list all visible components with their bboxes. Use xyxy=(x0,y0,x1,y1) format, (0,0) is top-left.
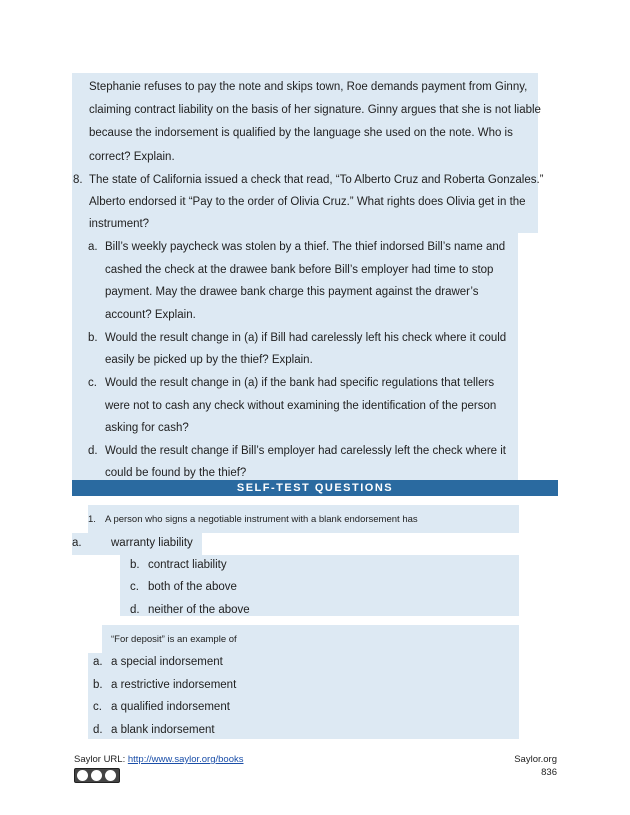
test-q1-option-b: contract liability xyxy=(148,559,227,571)
creative-commons-badge-icon xyxy=(74,768,120,783)
test-q2-question: “For deposit” is an example of xyxy=(111,634,237,645)
saylor-books-link[interactable]: http://www.saylor.org/books xyxy=(127,754,244,765)
test-q1-option-b-letter: b. xyxy=(130,559,140,571)
test-q2-option-a: a special indorsement xyxy=(111,656,223,668)
subitem-c-line: Would the result change in (a) if the bank had specific regulations that tellers xyxy=(105,377,495,389)
subitem-b-letter: b. xyxy=(88,332,98,344)
subitem-b-line: Would the result change in (a) if Bill had carelessly left his check where it could xyxy=(105,332,507,344)
subitem-a-letter: a. xyxy=(88,241,98,253)
subitem-d-line: could be found by the thief? xyxy=(105,467,247,479)
subitem-a-line: payment. May the drawee bank charge this payment against the drawer’s xyxy=(105,286,479,298)
subitem-d-letter: d. xyxy=(88,445,98,457)
test-q1-option-d-letter: d. xyxy=(130,604,140,616)
test-q1-number: 1. xyxy=(88,514,96,525)
q7-line: because the indorsement is qualified by the language she used on the note. Who is xyxy=(89,127,513,139)
subitem-b-line: easily be picked up by the thief? Explain. xyxy=(105,354,313,366)
section-header-bar: SELF-TEST QUESTIONS xyxy=(72,480,558,496)
q7-line: correct? Explain. xyxy=(89,151,175,163)
footer-site: Saylor.org xyxy=(514,754,557,765)
subitem-c-line: were not to cash any check without examining the identification of the person xyxy=(105,400,497,412)
footer-page-number: 836 xyxy=(541,767,557,778)
test-q2-option-b-letter: b. xyxy=(93,679,103,691)
test-q2-option-c: a qualified indorsement xyxy=(111,701,230,713)
test-q2-option-b: a restrictive indorsement xyxy=(111,679,237,691)
test-q2-option-d-letter: d. xyxy=(93,724,103,736)
q8-line: Alberto endorsed it “Pay to the order of Olivia Cruz.” What rights does Olivia get in the xyxy=(89,196,526,208)
test-q1-option-c-letter: c. xyxy=(130,581,139,593)
test-q1-question: A person who signs a negotiable instrument with a blank endorsement has xyxy=(105,514,418,525)
test-q1-option-c: both of the above xyxy=(148,581,237,593)
test-q2-option-c-letter: c. xyxy=(93,701,102,713)
footer-url-label: Saylor URL: xyxy=(74,754,128,765)
subitem-a-line: cashed the check at the drawee bank before Bill’s employer had time to stop xyxy=(105,264,494,276)
q8-number: 8. xyxy=(73,174,83,186)
subitem-d-line: Would the result change if Bill’s employer had carelessly left the check where it xyxy=(105,445,506,457)
q7-line: claiming contract liability on the basis of her signature. Ginny argues that she is not liable xyxy=(89,104,541,116)
q8-line: The state of California issued a check that read, “To Alberto Cruz and Roberta Gonzales.” xyxy=(89,174,544,186)
test-q1-option-d: neither of the above xyxy=(148,604,250,616)
q7-line: Stephanie refuses to pay the note and skips town, Roe demands payment from Ginny, xyxy=(89,81,528,93)
test-q2-option-a-letter: a. xyxy=(93,656,103,668)
subitem-c-letter: c. xyxy=(88,377,97,389)
test-q1-option-a-letter: a. xyxy=(72,537,82,549)
test-q1-option-a: warranty liability xyxy=(111,537,193,549)
q8-line: instrument? xyxy=(89,218,150,230)
test-q2-option-d: a blank indorsement xyxy=(111,724,215,736)
subitem-c-line: asking for cash? xyxy=(105,422,189,434)
subitem-a-line: account? Explain. xyxy=(105,309,196,321)
subitem-a-line: Bill’s weekly paycheck was stolen by a thief. The thief indorsed Bill’s name and xyxy=(105,241,506,253)
footer-url xyxy=(74,754,244,766)
